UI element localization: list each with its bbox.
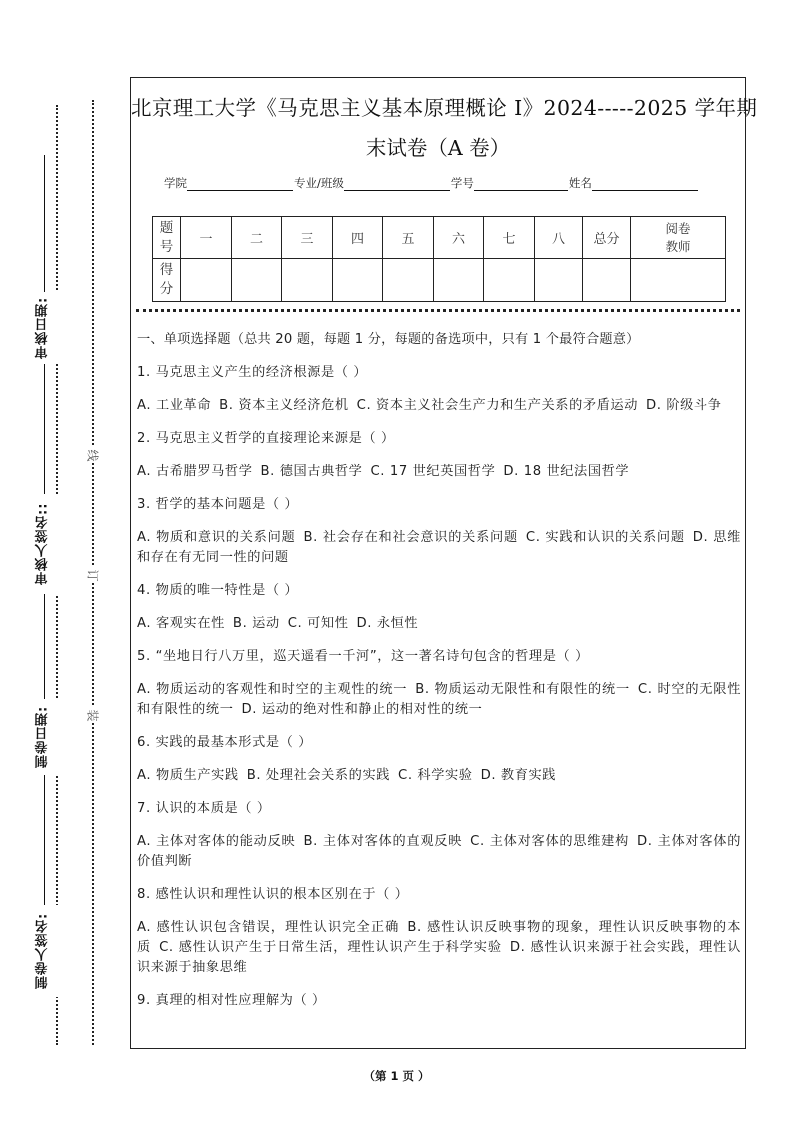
score-cell[interactable] bbox=[232, 259, 282, 302]
column-header: 五 bbox=[383, 217, 434, 259]
option-c: C. 可知性 bbox=[287, 616, 349, 631]
score-cell[interactable] bbox=[535, 259, 583, 302]
reviewer-date-label: 审核日期: bbox=[26, 292, 60, 364]
score-cell[interactable] bbox=[484, 259, 535, 302]
option-a: A. 感性认识包含错误，理性认识完全正确 bbox=[137, 920, 400, 935]
question-options bbox=[137, 766, 741, 786]
option-c: C. 感性认识产生于日常生活，理性认识产生于科学实验 bbox=[159, 940, 502, 955]
option-a: A. 工业革命 bbox=[137, 398, 212, 413]
option-d: D. 运动的绝对性和静止的相对性的统一 bbox=[241, 702, 483, 717]
option-b: B. 主体对客体的直观反映 bbox=[303, 834, 463, 849]
question-stem: 9. 真理的相对性应理解为（ ） bbox=[137, 993, 326, 1008]
question-stem: 5. “坐地日行八万里，巡天遥看一千河”，这一著名诗句包含的哲理是（ ） bbox=[137, 649, 589, 664]
option-a: A. 主体对客体的能动反映 bbox=[137, 834, 296, 849]
question-options bbox=[137, 462, 741, 482]
college-field[interactable] bbox=[187, 177, 293, 191]
column-header: 八 bbox=[535, 217, 583, 259]
question-3 bbox=[137, 495, 741, 568]
reviewer-date-line bbox=[44, 155, 45, 292]
score-row-header: 得分 bbox=[153, 259, 181, 302]
column-header: 三 bbox=[282, 217, 333, 259]
option-d: D. 感性认识来源于社会实践，理性认识来源于抽象思维 bbox=[137, 940, 741, 975]
question-number-header: 题号 bbox=[153, 217, 181, 259]
question-stem: 2. 马克思主义哲学的直接理论来源是（ ） bbox=[137, 431, 395, 446]
column-header: 二 bbox=[232, 217, 282, 259]
total-score-header: 总分 bbox=[583, 217, 631, 259]
question-options bbox=[137, 918, 741, 978]
question-stem: 7. 认识的本质是（ ） bbox=[137, 801, 271, 816]
question-stem: 6. 实践的最基本形式是（ ） bbox=[137, 735, 313, 750]
question-stem: 3. 哲学的基本问题是（ ） bbox=[137, 497, 299, 512]
question-1 bbox=[137, 363, 741, 416]
option-c: C. 时空的无限性和有限性的统一 bbox=[137, 682, 741, 717]
binding-mark-staple: 订 bbox=[87, 565, 99, 583]
exam-paper-frame bbox=[130, 77, 758, 1049]
score-table-score-row bbox=[153, 259, 726, 302]
option-b: B. 运动 bbox=[232, 616, 280, 631]
option-b: B. 德国古典哲学 bbox=[260, 464, 363, 479]
reviewer-signature-label: 审核人签名:: bbox=[26, 494, 60, 594]
question-stem: 1. 马克思主义产生的经济根源是（ ） bbox=[137, 365, 368, 380]
option-b: B. 处理社会关系的实践 bbox=[246, 768, 391, 783]
exam-title-line2: 末试卷（A 卷） bbox=[365, 136, 511, 160]
reviewer-signature-line bbox=[44, 594, 45, 699]
student-id-field[interactable] bbox=[474, 177, 568, 191]
option-c: C. 科学实验 bbox=[398, 768, 473, 783]
question-2 bbox=[137, 429, 741, 482]
score-cell[interactable] bbox=[333, 259, 383, 302]
question-6 bbox=[137, 733, 741, 786]
name-field[interactable] bbox=[592, 177, 698, 191]
score-cell[interactable] bbox=[434, 259, 484, 302]
maker-date-label: 制卷日期: bbox=[26, 699, 60, 775]
option-b: B. 资本主义经济危机 bbox=[219, 398, 349, 413]
major-class-field[interactable] bbox=[344, 177, 450, 191]
question-8 bbox=[137, 885, 741, 978]
question-stem: 4. 物质的唯一特性是（ ） bbox=[137, 583, 299, 598]
reviewer-signature-line-top bbox=[44, 364, 45, 494]
page-number: （第 1 页 ） bbox=[363, 1069, 430, 1083]
score-table-header-row bbox=[153, 217, 726, 259]
maker-date-line bbox=[44, 775, 45, 905]
question-5 bbox=[137, 647, 741, 720]
option-d: D. 阶级斗争 bbox=[646, 398, 722, 413]
option-a: A. 物质运动的客观性和时空的主观性的统一 bbox=[137, 682, 408, 697]
column-header: 七 bbox=[484, 217, 535, 259]
binding-mark-bind: 装 bbox=[87, 705, 99, 723]
question-4 bbox=[137, 581, 741, 634]
question-options bbox=[137, 614, 741, 634]
option-b: B. 物质运动无限性和有限性的统一 bbox=[415, 682, 630, 697]
student-info-row bbox=[164, 173, 699, 191]
column-header: 六 bbox=[434, 217, 484, 259]
question-7 bbox=[137, 799, 741, 872]
option-d: D. 教育实践 bbox=[480, 768, 557, 783]
score-cell[interactable] bbox=[181, 259, 232, 302]
major-class-label: 专业/班级 bbox=[294, 176, 344, 190]
college-label: 学院 bbox=[164, 176, 187, 190]
option-b: B. 感性认识反映事物的现象，理性认识反映事物的本质 bbox=[137, 920, 742, 955]
total-score-cell[interactable] bbox=[583, 259, 631, 302]
score-cell[interactable] bbox=[282, 259, 333, 302]
question-options bbox=[137, 680, 741, 720]
student-id-label: 学号 bbox=[450, 176, 474, 190]
option-c: C. 资本主义社会生产力和生产关系的矛盾运动 bbox=[356, 398, 639, 413]
score-cell[interactable] bbox=[383, 259, 434, 302]
questions-content bbox=[137, 330, 741, 1024]
option-c: C. 实践和认识的关系问题 bbox=[525, 530, 685, 545]
exam-title-line1: 北京理工大学《马克思主义基本原理概论 I》2024-----2025 学年期 bbox=[131, 96, 758, 120]
option-b: B. 社会存在和社会意识的关系问题 bbox=[303, 530, 518, 545]
question-9 bbox=[137, 991, 741, 1011]
grader-cell[interactable] bbox=[631, 259, 726, 302]
question-options bbox=[137, 396, 741, 416]
column-header: 四 bbox=[333, 217, 383, 259]
option-a: A. 古希腊罗马哲学 bbox=[137, 464, 253, 479]
dotted-separator bbox=[136, 309, 740, 312]
section-title: 一、单项选择题（总共 20 题，每题 1 分，每题的备选项中，只有 1 个最符合题意） bbox=[137, 332, 640, 347]
question-stem: 8. 感性认识和理性认识的根本区别在于（ ） bbox=[137, 887, 409, 902]
option-c: C. 17 世纪英国哲学 bbox=[370, 464, 496, 479]
question-options bbox=[137, 832, 741, 872]
option-d: D. 主体对客体的价值判断 bbox=[137, 834, 741, 869]
option-d: D. 思维和存在有无同一性的问题 bbox=[137, 530, 741, 565]
option-d: D. 永恒性 bbox=[356, 616, 419, 631]
option-d: D. 18 世纪法国哲学 bbox=[503, 464, 630, 479]
grader-header: 阅卷教师 bbox=[631, 217, 726, 259]
option-a: A. 物质生产实践 bbox=[137, 768, 239, 783]
question-options bbox=[137, 528, 741, 568]
option-a: A. 物质和意识的关系问题 bbox=[137, 530, 296, 545]
column-header: 一 bbox=[181, 217, 232, 259]
score-table bbox=[152, 216, 726, 302]
maker-signature-label: 制卷人签名: bbox=[26, 905, 60, 997]
binding-mark-line: 线 bbox=[87, 445, 99, 463]
name-label: 姓名 bbox=[568, 176, 592, 190]
option-c: C. 主体对客体的思维建构 bbox=[470, 834, 630, 849]
option-a: A. 客观实在性 bbox=[137, 616, 225, 631]
